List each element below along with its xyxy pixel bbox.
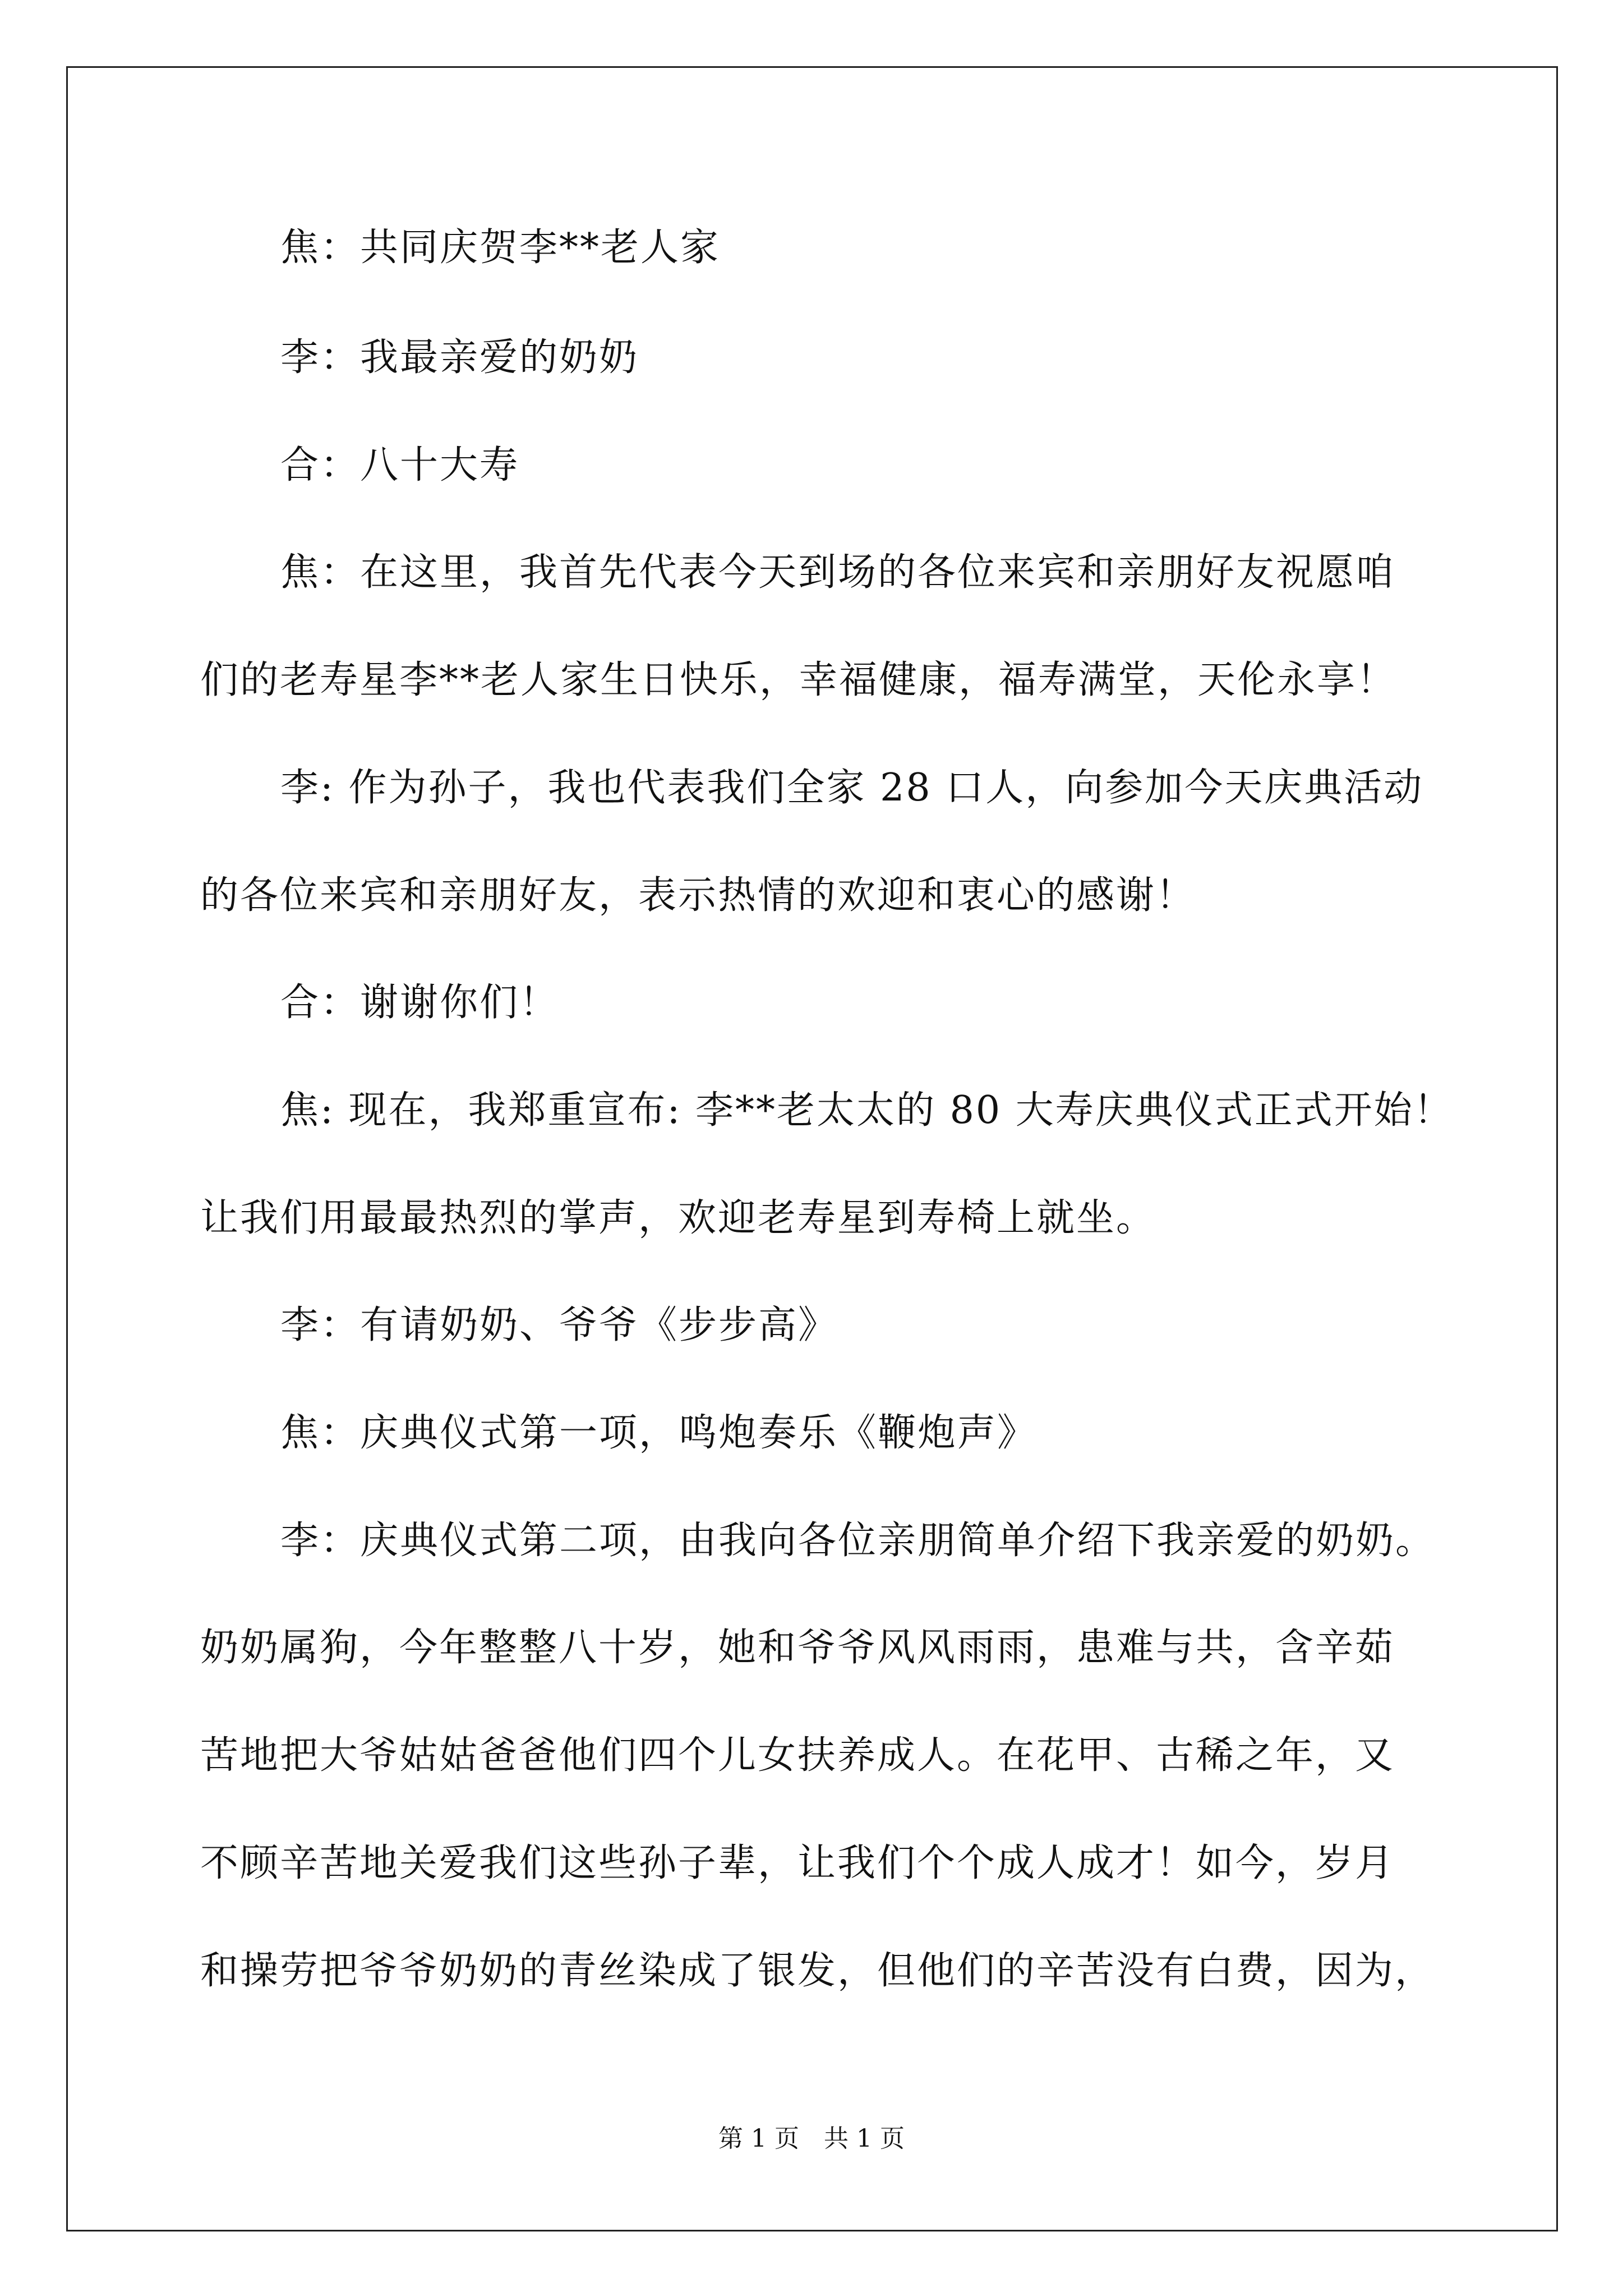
text-line: 合：八十大寿: [280, 443, 520, 487]
text-line: 李: 作为孙子，我也代表我们全家 28 口人，向参加今天庆典活动: [280, 766, 1424, 810]
text-line: 焦: 现在，我郑重宣布: 李**老太太的 80 大寿庆典仪式正式开始！: [280, 1088, 1454, 1133]
text-line: 和操劳把爷爷奶奶的青丝染成了银发，但他们的辛苦没有白费，因为，: [200, 1949, 1435, 1993]
text-line: 苦地把大爷姑姑爸爸他们四个儿女扶养成人。在花甲、古稀之年，又: [200, 1733, 1395, 1778]
text-line: 焦：共同庆贺李**老人家: [280, 226, 721, 270]
text-line: 们的老寿星李**老人家生日快乐，幸福健康，福寿满堂，天伦永享！: [200, 658, 1397, 702]
text-line: 不顾辛苦地关爱我们这些孙子辈，让我们个个成人成才！如今，岁月: [200, 1841, 1395, 1885]
text-line: 李：有请奶奶、爷爷《步步高》: [280, 1303, 838, 1347]
text-line: 的各位来宾和亲朋好友，表示热情的欢迎和衷心的感谢！: [200, 873, 1196, 918]
text-line: 李：我最亲爱的奶奶: [280, 335, 639, 380]
text-line: 奶奶属狗，今年整整八十岁，她和爷爷风风雨雨，患难与共，含辛茹: [200, 1626, 1395, 1670]
text-line: 合：谢谢你们！: [280, 981, 560, 1025]
text-line: 焦：在这里，我首先代表今天到场的各位来宾和亲朋好友祝愿咱: [280, 550, 1396, 595]
page-border: [66, 66, 1558, 2231]
page-number-footer: 第 1 页 共 1 页: [718, 2124, 905, 2153]
text-line: 让我们用最最热烈的掌声，欢迎老寿星到寿椅上就坐。: [200, 1196, 1156, 1240]
text-line: 李：庆典仪式第二项，由我向各位亲朋简单介绍下我亲爱的奶奶。: [280, 1519, 1436, 1563]
text-line: 焦：庆典仪式第一项，鸣炮奏乐《鞭炮声》: [280, 1411, 1038, 1455]
